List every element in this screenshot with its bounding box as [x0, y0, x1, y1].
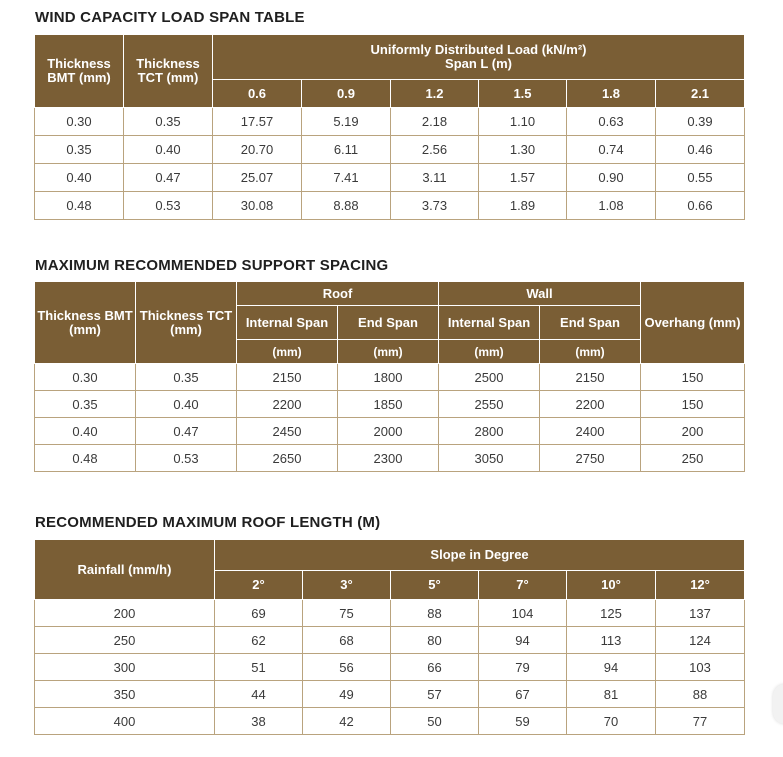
table-cell: 1850: [338, 391, 439, 418]
table-cell: 250: [35, 627, 215, 654]
table-cell: 2200: [540, 391, 641, 418]
roof-length-table: [34, 539, 745, 735]
table-cell: 2300: [338, 445, 439, 472]
table-cell: 75: [303, 600, 391, 627]
span-header: 2.1: [656, 80, 745, 108]
table-row: [35, 364, 745, 391]
table-row: [35, 627, 745, 654]
wind-col-bmt-header: Thickness BMT (mm): [35, 35, 124, 108]
wall-internal-span-header: Internal Span: [439, 306, 540, 340]
table-cell: 0.39: [656, 108, 745, 136]
slope-header: 5°: [391, 571, 479, 600]
table-cell: 7.41: [302, 164, 391, 192]
table-cell: 0.53: [124, 192, 213, 220]
slope-group-header: Slope in Degree: [215, 540, 745, 571]
table-cell: 69: [215, 600, 303, 627]
table-cell: 0.46: [656, 136, 745, 164]
table-cell: 0.55: [656, 164, 745, 192]
table-cell: 0.35: [35, 391, 136, 418]
table-cell: 51: [215, 654, 303, 681]
table-cell: 57: [391, 681, 479, 708]
wind-load-header-line1: Uniformly Distributed Load (kN/m²): [370, 42, 587, 57]
scroll-handle[interactable]: [773, 684, 783, 724]
table-row: [35, 391, 745, 418]
table-cell: 77: [656, 708, 745, 735]
table-cell: 2000: [338, 418, 439, 445]
table-row: [35, 681, 745, 708]
wind-table-title: WIND CAPACITY LOAD SPAN TABLE: [35, 9, 305, 26]
table-cell: 2200: [237, 391, 338, 418]
table-cell: 2.56: [391, 136, 479, 164]
table-cell: 250: [641, 445, 745, 472]
wind-col-tct-header: Thickness TCT (mm): [124, 35, 213, 108]
table-cell: 94: [567, 654, 656, 681]
table-cell: 2650: [237, 445, 338, 472]
table-cell: 1.30: [479, 136, 567, 164]
table-row: [35, 600, 745, 627]
table-cell: 1800: [338, 364, 439, 391]
wind-load-group-header: [213, 35, 745, 80]
table-row: [35, 136, 745, 164]
roof-internal-span-header: Internal Span: [237, 306, 338, 340]
table-cell: 2400: [540, 418, 641, 445]
table-cell: 0.48: [35, 445, 136, 472]
table-cell: 300: [35, 654, 215, 681]
table-cell: 3.73: [391, 192, 479, 220]
span-header: 1.8: [567, 80, 656, 108]
table-cell: 400: [35, 708, 215, 735]
roof-end-span-header: End Span: [338, 306, 439, 340]
roof-end-unit: (mm): [338, 340, 439, 364]
table-cell: 25.07: [213, 164, 302, 192]
table-row: [35, 192, 745, 220]
table-row: [35, 654, 745, 681]
table-cell: 59: [479, 708, 567, 735]
table-cell: 0.66: [656, 192, 745, 220]
table-row: [35, 108, 745, 136]
table-cell: 0.47: [124, 164, 213, 192]
table-cell: 81: [567, 681, 656, 708]
table-cell: 0.40: [136, 391, 237, 418]
table-cell: 0.53: [136, 445, 237, 472]
table-cell: 2550: [439, 391, 540, 418]
table-cell: 2.18: [391, 108, 479, 136]
support-col-bmt-header: Thickness BMT (mm): [35, 282, 136, 364]
table-cell: 0.74: [567, 136, 656, 164]
table-cell: 200: [35, 600, 215, 627]
wall-end-span-header: End Span: [540, 306, 641, 340]
table-cell: 8.88: [302, 192, 391, 220]
overhang-header: Overhang (mm): [641, 282, 745, 364]
table-cell: 1.89: [479, 192, 567, 220]
table-cell: 0.40: [124, 136, 213, 164]
slope-header: 3°: [303, 571, 391, 600]
table-row: [35, 418, 745, 445]
table-cell: 2150: [237, 364, 338, 391]
table-cell: 125: [567, 600, 656, 627]
wind-load-header-line2: Span L (m): [445, 56, 512, 71]
table-cell: 6.11: [302, 136, 391, 164]
table-cell: 0.47: [136, 418, 237, 445]
span-header: 1.5: [479, 80, 567, 108]
table-cell: 49: [303, 681, 391, 708]
table-row: [35, 708, 745, 735]
table-cell: 150: [641, 364, 745, 391]
roof-group-header: Roof: [237, 282, 439, 306]
slope-header: 10°: [567, 571, 656, 600]
table-cell: 200: [641, 418, 745, 445]
slope-header: 7°: [479, 571, 567, 600]
wall-internal-unit: (mm): [439, 340, 540, 364]
table-cell: 2150: [540, 364, 641, 391]
table-cell: 1.10: [479, 108, 567, 136]
table-cell: 67: [479, 681, 567, 708]
table-cell: 1.57: [479, 164, 567, 192]
table-cell: 3050: [439, 445, 540, 472]
table-cell: 50: [391, 708, 479, 735]
table-cell: 42: [303, 708, 391, 735]
support-table-title: MAXIMUM RECOMMENDED SUPPORT SPACING: [35, 257, 389, 274]
table-cell: 20.70: [213, 136, 302, 164]
table-cell: 0.35: [124, 108, 213, 136]
table-cell: 66: [391, 654, 479, 681]
table-cell: 70: [567, 708, 656, 735]
table-cell: 0.30: [35, 108, 124, 136]
wall-group-header: Wall: [439, 282, 641, 306]
wall-end-unit: (mm): [540, 340, 641, 364]
span-header: 0.9: [302, 80, 391, 108]
table-cell: 150: [641, 391, 745, 418]
table-cell: 88: [656, 681, 745, 708]
slope-header: 2°: [215, 571, 303, 600]
table-cell: 113: [567, 627, 656, 654]
table-cell: 0.35: [136, 364, 237, 391]
table-cell: 0.63: [567, 108, 656, 136]
table-cell: 17.57: [213, 108, 302, 136]
table-row: [35, 445, 745, 472]
table-cell: 94: [479, 627, 567, 654]
table-cell: 3.11: [391, 164, 479, 192]
table-cell: 0.90: [567, 164, 656, 192]
support-spacing-table: [34, 281, 745, 472]
span-header: 0.6: [213, 80, 302, 108]
span-header: 1.2: [391, 80, 479, 108]
table-cell: 88: [391, 600, 479, 627]
table-cell: 0.40: [35, 164, 124, 192]
table-cell: 0.35: [35, 136, 124, 164]
table-cell: 0.48: [35, 192, 124, 220]
rainfall-header: Rainfall (mm/h): [35, 540, 215, 600]
table-cell: 80: [391, 627, 479, 654]
wind-capacity-table: [34, 34, 745, 220]
slope-header: 12°: [656, 571, 745, 600]
table-cell: 103: [656, 654, 745, 681]
table-cell: 2500: [439, 364, 540, 391]
support-col-tct-header: Thickness TCT (mm): [136, 282, 237, 364]
table-cell: 62: [215, 627, 303, 654]
table-cell: 104: [479, 600, 567, 627]
table-cell: 2750: [540, 445, 641, 472]
table-cell: 38: [215, 708, 303, 735]
table-cell: 44: [215, 681, 303, 708]
table-cell: 0.30: [35, 364, 136, 391]
table-cell: 137: [656, 600, 745, 627]
table-row: [35, 164, 745, 192]
table-cell: 5.19: [302, 108, 391, 136]
table-cell: 79: [479, 654, 567, 681]
table-cell: 124: [656, 627, 745, 654]
table-cell: 2450: [237, 418, 338, 445]
table-cell: 2800: [439, 418, 540, 445]
table-cell: 350: [35, 681, 215, 708]
table-cell: 1.08: [567, 192, 656, 220]
table-cell: 30.08: [213, 192, 302, 220]
table-cell: 68: [303, 627, 391, 654]
roof-internal-unit: (mm): [237, 340, 338, 364]
roof-table-title: RECOMMENDED MAXIMUM ROOF LENGTH (M): [35, 514, 381, 531]
table-cell: 56: [303, 654, 391, 681]
table-cell: 0.40: [35, 418, 136, 445]
